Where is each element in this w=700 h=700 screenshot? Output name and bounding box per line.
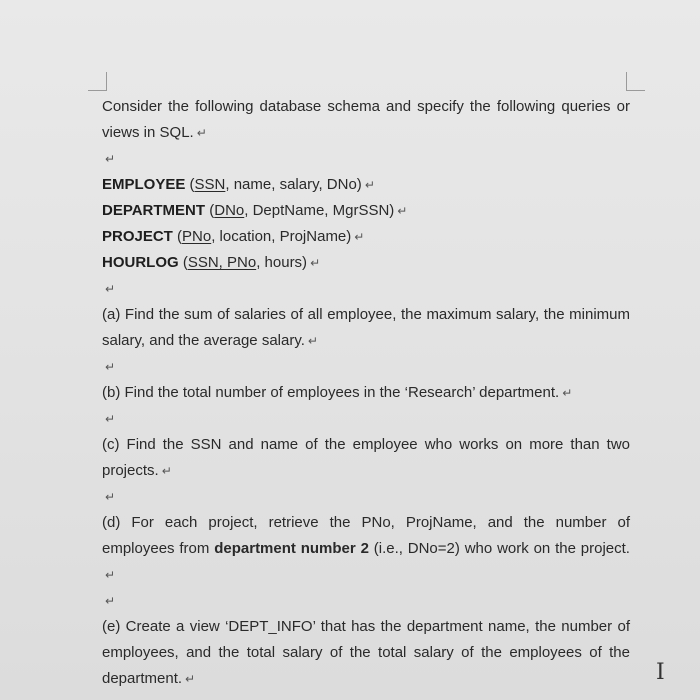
- paragraph-mark-icon: ↵: [364, 178, 375, 192]
- primary-key: DNo: [214, 202, 245, 219]
- intro-text: Consider the following database schema and specify the following queries or views in SQL.: [102, 98, 630, 141]
- paragraph-mark-icon: ↵: [105, 568, 116, 582]
- paragraph-mark-icon: ↵: [397, 204, 408, 218]
- paragraph-mark-icon: ↵: [185, 672, 196, 686]
- schema-list: [102, 172, 632, 276]
- question-a-text: (a) Find the sum of salaries of all employee, the maximum salary, the minimum salary, and the average salary.: [102, 306, 630, 349]
- schema-attributes: , DeptName, MgrSSN): [244, 202, 395, 219]
- paragraph-mark-icon: ↵: [105, 282, 116, 296]
- schema-line-employee: [102, 172, 632, 198]
- paragraph-mark-icon: ↵: [105, 490, 116, 504]
- empty-paragraph: [102, 406, 632, 432]
- text-cursor-icon: I: [656, 660, 665, 685]
- schema-line-hourlog: [102, 250, 632, 276]
- empty-paragraph: [102, 588, 632, 614]
- schema-paren: (: [172, 228, 183, 245]
- question-d-text: (d) For each project, retrieve the PNo, ProjName, and the number of employees from: [102, 514, 630, 557]
- paragraph-mark-icon: ↵: [105, 152, 116, 166]
- schema-paren: (: [205, 202, 215, 219]
- table-name: DEPARTMENT: [102, 202, 206, 219]
- paragraph-mark-icon: ↵: [105, 360, 116, 374]
- table-name: EMPLOYEE: [102, 176, 186, 193]
- primary-key: SSN: [194, 176, 226, 193]
- primary-key: SSN, PNo: [187, 254, 257, 271]
- margin-corner-top-left: [88, 72, 107, 91]
- intro-paragraph: [102, 94, 630, 146]
- table-name: PROJECT: [102, 228, 173, 245]
- schema-attributes: , location, ProjName): [211, 228, 352, 245]
- paragraph-mark-icon: ↵: [105, 594, 116, 608]
- question-d-emphasis: department number 2: [214, 540, 369, 557]
- schema-paren: (: [178, 254, 188, 271]
- question-e-text: (e) Create a view ‘DEPT_INFO’ that has the department name, the number of employees, and the total salary of the total salary of the employees of the department.: [102, 618, 630, 687]
- schema-attributes: , hours): [256, 254, 308, 271]
- schema-line-project: [102, 224, 632, 250]
- paragraph-mark-icon: ↵: [105, 412, 116, 426]
- question-c-text: (c) Find the SSN and name of the employee who works on more than two projects.: [102, 436, 630, 479]
- question-b-text: (b) Find the total number of employees in the ‘Research’ department.: [102, 384, 560, 401]
- question-d: [102, 510, 630, 588]
- question-d-text-end: (i.e., DNo=2) who work on the project.: [368, 540, 630, 557]
- margin-corner-top-right: [626, 72, 645, 91]
- schema-attributes: , name, salary, DNo): [225, 176, 362, 193]
- paragraph-mark-icon: ↵: [562, 386, 573, 400]
- primary-key: PNo: [182, 228, 212, 245]
- paragraph-mark-icon: ↵: [196, 126, 207, 140]
- question-a: [102, 302, 630, 354]
- paragraph-mark-icon: ↵: [354, 230, 365, 244]
- paragraph-mark-icon: ↵: [161, 464, 172, 478]
- schema-paren: (: [185, 176, 195, 193]
- empty-paragraph: [102, 354, 632, 380]
- paragraph-mark-icon: ↵: [307, 334, 318, 348]
- document-body[interactable]: [102, 94, 632, 692]
- empty-paragraph: [102, 276, 632, 302]
- schema-line-department: [102, 198, 632, 224]
- paragraph-mark-icon: ↵: [310, 256, 321, 270]
- question-b: [102, 380, 632, 406]
- empty-paragraph: [102, 146, 632, 172]
- empty-paragraph: [102, 484, 632, 510]
- table-name: HOURLOG: [102, 254, 179, 271]
- question-e: [102, 614, 630, 692]
- question-c: [102, 432, 630, 484]
